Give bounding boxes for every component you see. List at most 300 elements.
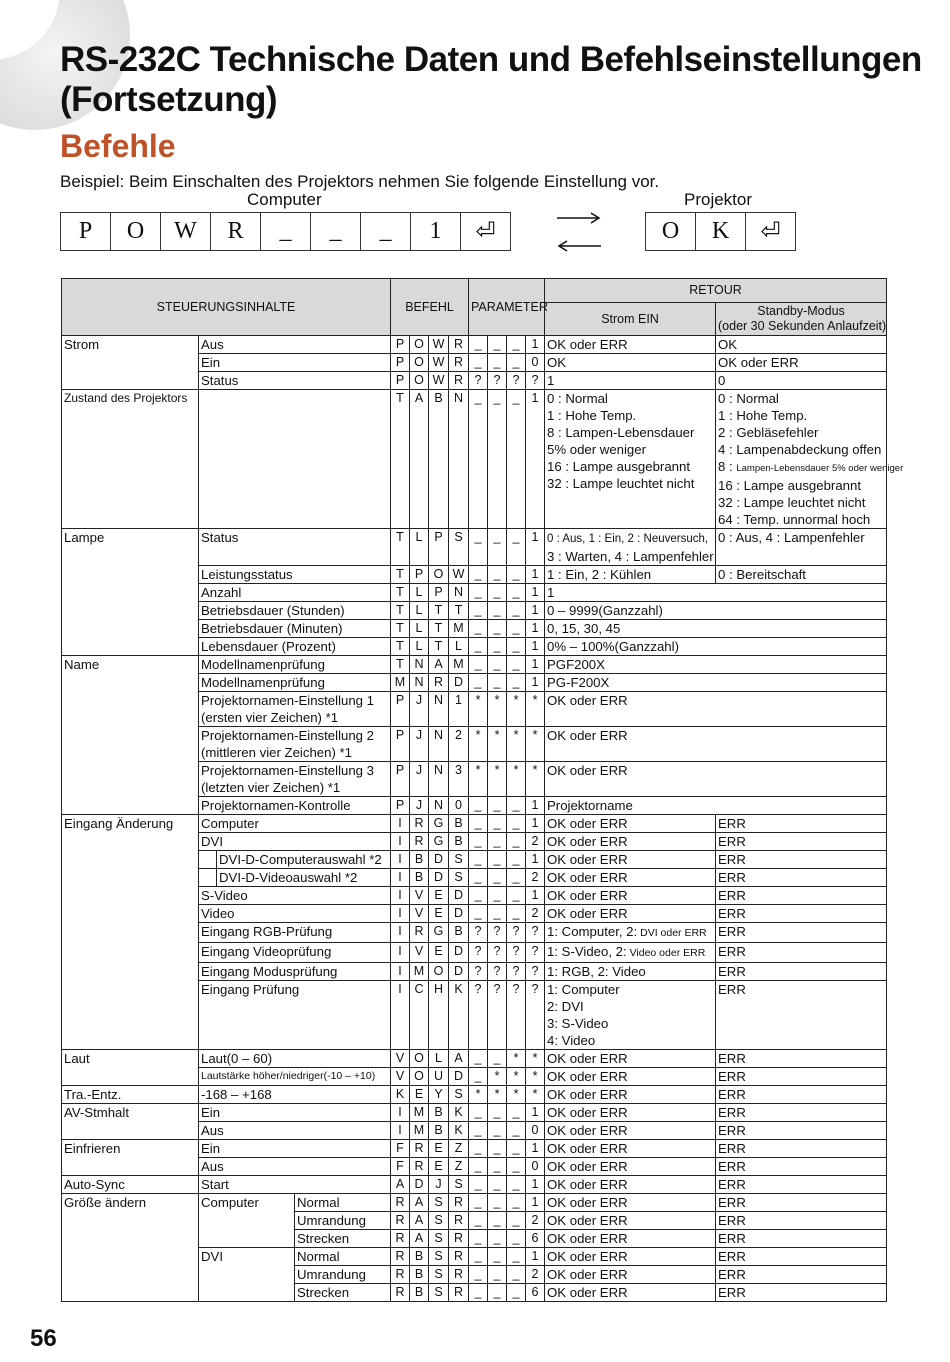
item-label: Status [199,372,391,390]
return-standby: ERR [716,905,887,923]
parameter-char: _ [469,602,488,620]
item-label: Laut(0 – 60) [199,1050,391,1068]
parameter-char: _ [469,833,488,851]
parameter-char: _ [507,833,526,851]
item-label: Aus [199,1122,391,1140]
command-char: D [449,887,469,905]
parameter-char: _ [507,656,526,674]
return-value: Projektorname [545,797,887,815]
command-char: K [449,981,469,1050]
table-row [62,815,887,833]
return-strom-ein: 1 : Ein, 2 : Kühlen [545,566,716,584]
parameter-char: 2 [526,869,545,887]
parameter-char: ? [526,923,545,943]
command-char: Z [449,1158,469,1176]
sub-item-label: Strecken [295,1284,391,1302]
computer-cmd-char: R [211,213,261,250]
command-char: R [410,833,429,851]
return-strom-ein: OK oder ERR [545,1068,716,1086]
return-strom-ein: OK oder ERR [545,833,716,851]
parameter-char: ? [507,981,526,1050]
parameter-char: 1 [526,1104,545,1122]
command-char: N [429,797,449,815]
return-standby: 0 [716,372,887,390]
parameter-char: _ [488,602,507,620]
group-label: Einfrieren [62,1140,199,1176]
header-steuerungsinhalte: STEUERUNGSINHALTE [62,279,391,336]
command-char: P [391,727,410,762]
projector-resp-char: K [696,213,746,250]
parameter-char: ? [469,981,488,1050]
parameter-char: _ [469,1140,488,1158]
command-char: O [410,1050,429,1068]
return-strom-ein: 1: Computer 2: DVI 3: S-Video 4: Video [545,981,716,1050]
parameter-char: * [488,1068,507,1086]
projector-label: Projektor [684,190,753,209]
item-label: Modellnamenprüfung [199,656,391,674]
parameter-char: _ [488,354,507,372]
parameter-char: _ [488,887,507,905]
item-label: Lautstärke höher/niedriger(-10 – +10) [199,1068,391,1086]
command-char: D [410,1176,429,1194]
indent-cell [199,851,217,869]
parameter-char: _ [507,1194,526,1212]
sub-item-label: DVI-D-Videoauswahl *2 [217,869,391,887]
computer-cmd-char: W [161,213,211,250]
return-strom-ein: OK oder ERR [545,1176,716,1194]
command-char: S [429,1230,449,1248]
item-label: DVI [199,833,391,851]
command-char: V [391,1068,410,1086]
parameter-char: ? [526,963,545,981]
parameter-char: _ [469,1284,488,1302]
return-strom-ein: OK oder ERR [545,1122,716,1140]
command-char: C [410,981,429,1050]
parameter-char: _ [469,887,488,905]
parameter-char: _ [469,1230,488,1248]
parameter-char: * [526,762,545,797]
parameter-char: 1 [526,674,545,692]
return-value: OK oder ERR [545,727,887,762]
computer-label: Computer [247,190,322,209]
return-strom-ein: OK oder ERR [545,869,716,887]
parameter-char: _ [469,1158,488,1176]
command-char: G [429,833,449,851]
command-char: 2 [449,727,469,762]
command-char: L [410,638,429,656]
parameter-char: _ [488,674,507,692]
sub-item-label: Umrandung [295,1212,391,1230]
parameter-char: ? [526,981,545,1050]
section-heading: Befehle [60,128,176,164]
item-label: Aus [199,336,391,354]
item-label: Modellnamenprüfung [199,674,391,692]
group-label: Eingang Änderung [62,815,199,1050]
parameter-char: 1 [526,1140,545,1158]
item-label: Computer [199,1194,295,1248]
command-char: B [449,815,469,833]
parameter-char: * [507,1068,526,1086]
parameter-char: ? [507,963,526,981]
command-char: D [449,943,469,963]
sub-item-label: Normal [295,1194,391,1212]
parameter-char: _ [507,1104,526,1122]
parameter-char: ? [469,943,488,963]
parameter-char: _ [507,354,526,372]
command-char: I [391,833,410,851]
sub-item-label: Normal [295,1248,391,1266]
command-char: H [429,981,449,1050]
return-standby: ERR [716,943,887,963]
command-char: L [410,529,429,566]
command-char: N [429,692,449,727]
table-row [62,1104,887,1122]
command-char: W [429,372,449,390]
return-standby: ERR [716,1194,887,1212]
parameter-char: _ [488,529,507,566]
return-strom-ein: OK oder ERR [545,1158,716,1176]
parameter-char: 2 [526,905,545,923]
return-standby: ERR [716,981,887,1050]
group-label: Lampe [62,529,199,656]
parameter-char: ? [507,923,526,943]
computer-cmd-char: 1 [411,213,461,250]
command-char: E [429,1140,449,1158]
parameter-char: _ [469,1176,488,1194]
parameter-char: _ [507,905,526,923]
return-strom-ein: 0 : Aus, 1 : Ein, 2 : Neuversuch, 3 : Warten, 4 : Lampenfehler [545,529,716,566]
command-char: V [410,887,429,905]
parameter-char: 0 [526,1122,545,1140]
parameter-char: _ [469,1194,488,1212]
command-char: I [391,923,410,943]
command-char: I [391,1122,410,1140]
command-char: S [429,1266,449,1284]
command-char: T [391,620,410,638]
parameter-char: _ [507,1158,526,1176]
command-char: R [391,1248,410,1266]
transfer-arrows [555,208,605,258]
command-char: P [391,797,410,815]
command-char: E [429,1158,449,1176]
parameter-char: _ [469,1248,488,1266]
return-value: 0% – 100%(Ganzzahl) [545,638,887,656]
command-char: J [410,692,429,727]
parameter-char: 1 [526,1194,545,1212]
return-standby: ERR [716,1086,887,1104]
command-char: R [449,1230,469,1248]
command-char: R [449,372,469,390]
command-char: I [391,815,410,833]
parameter-char: _ [507,584,526,602]
parameter-char: ? [488,372,507,390]
command-char: B [410,1266,429,1284]
table-row [62,336,887,354]
parameter-char: _ [507,1248,526,1266]
command-char: B [429,1122,449,1140]
return-standby: ERR [716,851,887,869]
command-char: M [410,963,429,981]
parameter-char: _ [507,851,526,869]
parameter-char: _ [469,1050,488,1068]
command-char: M [449,620,469,638]
item-label: Start [199,1176,391,1194]
command-char: I [391,943,410,963]
command-char: K [449,1122,469,1140]
return-standby: ERR [716,1122,887,1140]
parameter-char: _ [507,797,526,815]
command-char: B [449,833,469,851]
parameter-char: * [526,1050,545,1068]
group-label: Laut [62,1050,199,1086]
item-label: Ein [199,1140,391,1158]
parameter-char: _ [507,674,526,692]
return-strom-ein: OK oder ERR [545,851,716,869]
parameter-char: * [488,692,507,727]
command-char: F [391,1140,410,1158]
parameter-char: _ [488,815,507,833]
parameter-char: 1 [526,620,545,638]
command-char: T [429,602,449,620]
item-label: Eingang Prüfung [199,981,391,1050]
command-char: K [391,1086,410,1104]
item-label: Status [199,529,391,566]
item-label: Eingang Videoprüfung [199,943,391,963]
parameter-char: _ [469,797,488,815]
parameter-char: * [526,692,545,727]
parameter-char: _ [488,390,507,529]
parameter-char: _ [488,1158,507,1176]
return-standby: ERR [716,1104,887,1122]
parameter-char: 2 [526,1266,545,1284]
parameter-char: _ [469,529,488,566]
parameter-char: 1 [526,602,545,620]
command-char: E [429,943,449,963]
command-char: R [429,674,449,692]
parameter-char: * [507,727,526,762]
parameter-char: ? [488,981,507,1050]
return-strom-ein: OK oder ERR [545,1086,716,1104]
parameter-char: _ [488,905,507,923]
command-char: I [391,851,410,869]
return-standby: ERR [716,963,887,981]
parameter-char: _ [488,1104,507,1122]
table-row [62,1140,887,1158]
command-char: D [429,869,449,887]
command-char: R [391,1284,410,1302]
parameter-char: _ [469,1212,488,1230]
computer-cmd-char: _ [261,213,311,250]
command-char: S [449,851,469,869]
page-title: RS-232C Technische Daten und Befehlseinstellungen (Fortsetzung) [60,40,922,119]
computer-command-box [60,212,511,251]
command-char: O [410,372,429,390]
parameter-char: 1 [526,851,545,869]
parameter-char: 1 [526,566,545,584]
command-char: Y [429,1086,449,1104]
parameter-char: * [469,727,488,762]
return-standby: OK [716,336,887,354]
command-char: I [391,963,410,981]
command-char: R [449,1266,469,1284]
command-char: R [391,1194,410,1212]
parameter-char: 6 [526,1284,545,1302]
parameter-char: _ [488,1194,507,1212]
parameter-char: 1 [526,1248,545,1266]
command-char: L [410,584,429,602]
sub-item-label: Umrandung [295,1266,391,1284]
parameter-char: _ [488,1122,507,1140]
return-standby: ERR [716,1212,887,1230]
return-standby: ERR [716,1266,887,1284]
command-char: S [449,1086,469,1104]
computer-cmd-char: _ [361,213,411,250]
command-char: R [391,1266,410,1284]
command-char: R [449,1248,469,1266]
command-char: R [449,1284,469,1302]
command-char: J [410,762,429,797]
table-row [62,529,887,566]
command-char: R [410,923,429,943]
parameter-char: _ [488,1248,507,1266]
command-char: R [391,1212,410,1230]
parameter-char: _ [507,566,526,584]
return-standby: ERR [716,923,887,943]
command-char: J [410,797,429,815]
command-char: R [410,1158,429,1176]
command-char: P [391,762,410,797]
parameter-char: _ [488,833,507,851]
item-label: Projektornamen-Kontrolle [199,797,391,815]
command-char: U [429,1068,449,1086]
command-char: S [429,1194,449,1212]
item-label: Eingang RGB-Prüfung [199,923,391,943]
command-char: I [391,905,410,923]
header-retour: RETOUR [545,279,887,303]
command-char: A [391,1176,410,1194]
parameter-char: _ [488,1212,507,1230]
command-char: O [429,566,449,584]
parameter-char: * [526,727,545,762]
projector-resp-char: O [646,213,696,250]
command-char: D [449,674,469,692]
command-char: M [449,656,469,674]
parameter-char: _ [507,887,526,905]
parameter-char: _ [488,797,507,815]
parameter-char: _ [488,1284,507,1302]
sub-item-label: Strecken [295,1230,391,1248]
command-char: J [410,727,429,762]
group-label: Name [62,656,199,815]
enter-icon: ⏎ [760,219,781,245]
command-char: R [449,1212,469,1230]
command-char: G [429,815,449,833]
group-label: Auto-Sync [62,1176,199,1194]
command-char: B [449,923,469,943]
parameter-char: _ [507,1284,526,1302]
command-char: S [429,1284,449,1302]
parameter-char: ? [469,372,488,390]
parameter-char: _ [507,602,526,620]
command-char: T [391,390,410,529]
command-char: E [410,1086,429,1104]
command-char: S [449,529,469,566]
parameter-char: _ [488,620,507,638]
command-char: O [410,336,429,354]
parameter-char: _ [469,566,488,584]
item-label: Anzahl [199,584,391,602]
parameter-char: _ [507,1230,526,1248]
command-char: O [410,1068,429,1086]
command-char: T [391,566,410,584]
command-char: A [410,1194,429,1212]
command-char: 0 [449,797,469,815]
parameter-char: * [507,1086,526,1104]
item-label: Lebensdauer (Prozent) [199,638,391,656]
command-char: N [429,762,449,797]
parameter-char: _ [507,1140,526,1158]
parameter-char: _ [488,1140,507,1158]
command-char: N [410,656,429,674]
parameter-char: 1 [526,529,545,566]
parameter-char: 1 [526,797,545,815]
table-row [62,1086,887,1104]
command-char: P [391,372,410,390]
item-label: Computer [199,815,391,833]
parameter-char: _ [488,869,507,887]
parameter-char: _ [488,851,507,869]
item-label: Eingang Modusprüfung [199,963,391,981]
parameter-char: 6 [526,1230,545,1248]
command-char: A [410,1212,429,1230]
return-value: 0 – 9999(Ganzzahl) [545,602,887,620]
parameter-char: _ [469,1266,488,1284]
command-char: R [391,1230,410,1248]
return-value: 1 [545,584,887,602]
parameter-char: ? [469,923,488,943]
parameter-char: 1 [526,656,545,674]
return-standby: OK oder ERR [716,354,887,372]
command-char: A [449,1050,469,1068]
item-label: Betriebsdauer (Stunden) [199,602,391,620]
command-char: T [391,638,410,656]
item-label: -168 – +168 [199,1086,391,1104]
parameter-char: _ [488,638,507,656]
parameter-char: 0 [526,1158,545,1176]
command-char: F [391,1158,410,1176]
parameter-char: _ [488,1230,507,1248]
page-number: 56 [30,1325,57,1352]
return-strom-ein: 1: Computer, 2: DVI oder ERR [545,923,716,943]
group-label: Größe ändern [62,1194,199,1302]
command-char: T [391,584,410,602]
command-char: T [391,529,410,566]
parameter-char: * [469,1086,488,1104]
item-label: Projektornamen-Einstellung 1 (ersten vier Zeichen) *1 [199,692,391,727]
item-label: Projektornamen-Einstellung 2 (mittleren vier Zeichen) *1 [199,727,391,762]
parameter-char: _ [507,1266,526,1284]
command-char: A [410,1230,429,1248]
return-value: PG-F200X [545,674,887,692]
parameter-char: 2 [526,833,545,851]
command-char: D [449,1068,469,1086]
parameter-char: _ [488,566,507,584]
command-char: D [449,905,469,923]
command-char: S [429,1248,449,1266]
parameter-char: _ [469,815,488,833]
return-standby: 0 : Aus, 4 : Lampenfehler [716,529,887,566]
parameter-char: 1 [526,336,545,354]
